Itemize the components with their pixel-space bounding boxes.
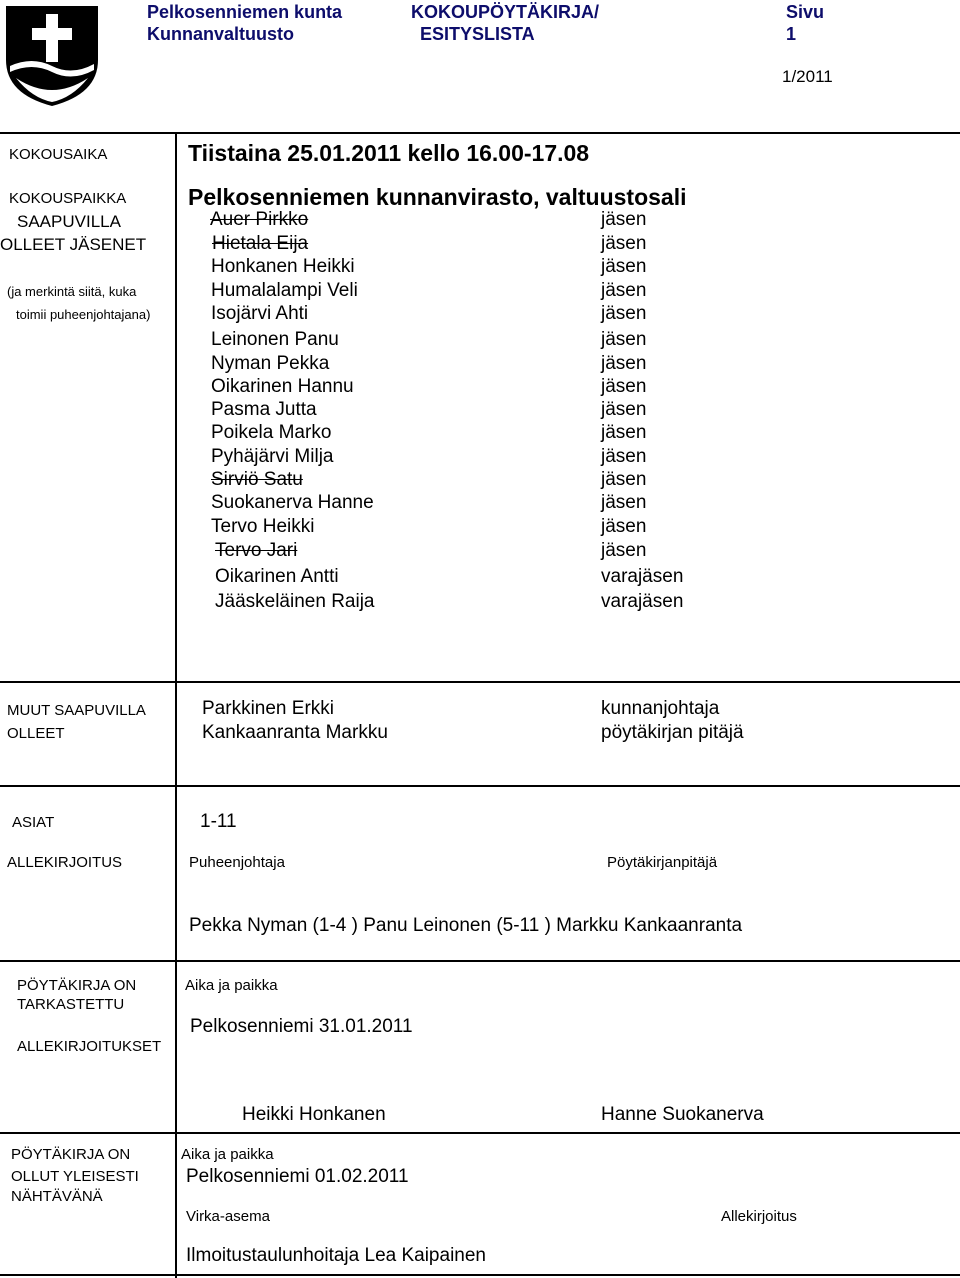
municipality-name: Pelkosenniemen kunta xyxy=(147,2,343,22)
member-name: Pyhäjärvi Milja xyxy=(211,446,334,467)
member-name: Suokanerva Hanne xyxy=(211,492,374,513)
members-label-2: OLLEET JÄSENET xyxy=(0,235,147,254)
reviewer-2-name: Hanne Suokanerva xyxy=(601,1104,764,1125)
public-label-3: NÄHTÄVÄNÄ xyxy=(11,1188,103,1205)
member-name: Isojärvi Ahti xyxy=(211,303,309,324)
doc-type-line-1: KOKOUPÖYTÄKIRJA/ xyxy=(411,2,600,22)
review-label-3: ALLEKIRJOITUKSET xyxy=(17,1038,162,1055)
others-label-2: OLLEET xyxy=(7,725,65,742)
member-role: jäsen xyxy=(601,516,647,537)
review-time-place-label: Aika ja paikka xyxy=(185,977,278,994)
meeting-time-value: Tiistaina 25.01.2011 kello 16.00-17.08 xyxy=(188,140,590,166)
member-name: Poikela Marko xyxy=(211,422,332,443)
member-name: Hietala Eija xyxy=(212,233,309,254)
member-role: jäsen xyxy=(601,399,647,420)
column-divider xyxy=(175,132,177,1278)
coat-of-arms-logo xyxy=(2,2,102,108)
position-label: Virka-asema xyxy=(186,1208,270,1225)
member-role: jäsen xyxy=(601,353,647,374)
secretary-label: Pöytäkirjanpitäjä xyxy=(607,854,718,871)
other-role-2: pöytäkirjan pitäjä xyxy=(601,722,744,743)
matters-label: ASIAT xyxy=(12,814,55,831)
member-role: jäsen xyxy=(601,446,647,467)
meeting-time-label: KOKOUSAIKA xyxy=(9,146,108,163)
reviewer-1-name: Heikki Honkanen xyxy=(242,1104,386,1125)
bottom-border xyxy=(0,1274,960,1276)
member-name: Honkanen Heikki xyxy=(211,256,355,277)
member-role: jäsen xyxy=(601,422,647,443)
member-name: Sirviö Satu xyxy=(211,469,303,490)
signatory-names: Pekka Nyman (1-4 ) Panu Leinonen (5-11 ) Markku Kankaanranta xyxy=(189,915,743,936)
member-name: Pasma Jutta xyxy=(211,399,317,420)
meeting-place-value: Pelkosenniemen kunnanvirasto, valtuustosali xyxy=(188,184,687,210)
position-value: Ilmoitustaulunhoitaja Lea Kaipainen xyxy=(186,1245,486,1266)
member-name: Leinonen Panu xyxy=(211,329,339,350)
meeting-place-label: KOKOUSPAIKKA xyxy=(9,190,127,207)
other-name-2: Kankaanranta Markku xyxy=(202,722,388,743)
others-label-1: MUUT SAAPUVILLA xyxy=(7,702,146,719)
divider-matters xyxy=(0,785,960,787)
member-role: jäsen xyxy=(601,303,647,324)
member-role: jäsen xyxy=(601,469,647,490)
chair-note-2: toimii puheenjohtajana) xyxy=(16,307,151,322)
divider-others xyxy=(0,681,960,683)
member-name: Jääskeläinen Raija xyxy=(215,591,375,612)
divider-review xyxy=(0,960,960,962)
member-role: jäsen xyxy=(601,233,647,254)
chair-label: Puheenjohtaja xyxy=(189,854,285,871)
page-number: 1 xyxy=(786,24,797,44)
divider-public xyxy=(0,1132,960,1134)
member-name: Oikarinen Antti xyxy=(215,566,339,587)
review-time-place-value: Pelkosenniemi 31.01.2011 xyxy=(190,1016,413,1037)
member-role: varajäsen xyxy=(601,566,684,587)
member-name: Tervo Heikki xyxy=(211,516,315,537)
review-label-2: TARKASTETTU xyxy=(17,996,125,1013)
members-label-1: SAAPUVILLA xyxy=(17,212,121,231)
council-name: Kunnanvaltuusto xyxy=(147,24,294,44)
member-role: jäsen xyxy=(601,376,647,397)
member-role: jäsen xyxy=(601,329,647,350)
doc-type-line-2: ESITYSLISTA xyxy=(420,24,535,44)
other-role-1: kunnanjohtaja xyxy=(601,698,720,719)
document-number: 1/2011 xyxy=(782,67,833,86)
member-name: Oikarinen Hannu xyxy=(211,376,354,397)
public-label-2: OLLUT YLEISESTI xyxy=(11,1168,139,1185)
member-role: jäsen xyxy=(601,540,647,561)
member-name: Auer Pirkko xyxy=(210,209,309,230)
member-role: jäsen xyxy=(601,209,647,230)
other-name-1: Parkkinen Erkki xyxy=(202,698,334,719)
public-time-place-label: Aika ja paikka xyxy=(181,1146,274,1163)
member-name: Humalalampi Veli xyxy=(211,280,358,301)
member-name: Tervo Jari xyxy=(215,540,298,561)
public-label-1: PÖYTÄKIRJA ON xyxy=(11,1146,131,1163)
signature-label: ALLEKIRJOITUS xyxy=(7,854,123,871)
signature-field-label: Allekirjoitus xyxy=(721,1208,797,1225)
member-role: jäsen xyxy=(601,492,647,513)
member-role: jäsen xyxy=(601,256,647,277)
review-label-1: PÖYTÄKIRJA ON xyxy=(17,977,137,994)
matters-value: 1-11 xyxy=(200,811,237,832)
public-time-place-value: Pelkosenniemi 01.02.2011 xyxy=(186,1166,409,1187)
page-label: Sivu xyxy=(786,2,825,22)
chair-note-1: (ja merkintä siitä, kuka xyxy=(7,284,137,299)
member-role: varajäsen xyxy=(601,591,684,612)
top-border xyxy=(0,132,960,134)
member-name: Nyman Pekka xyxy=(211,353,330,374)
member-role: jäsen xyxy=(601,280,647,301)
